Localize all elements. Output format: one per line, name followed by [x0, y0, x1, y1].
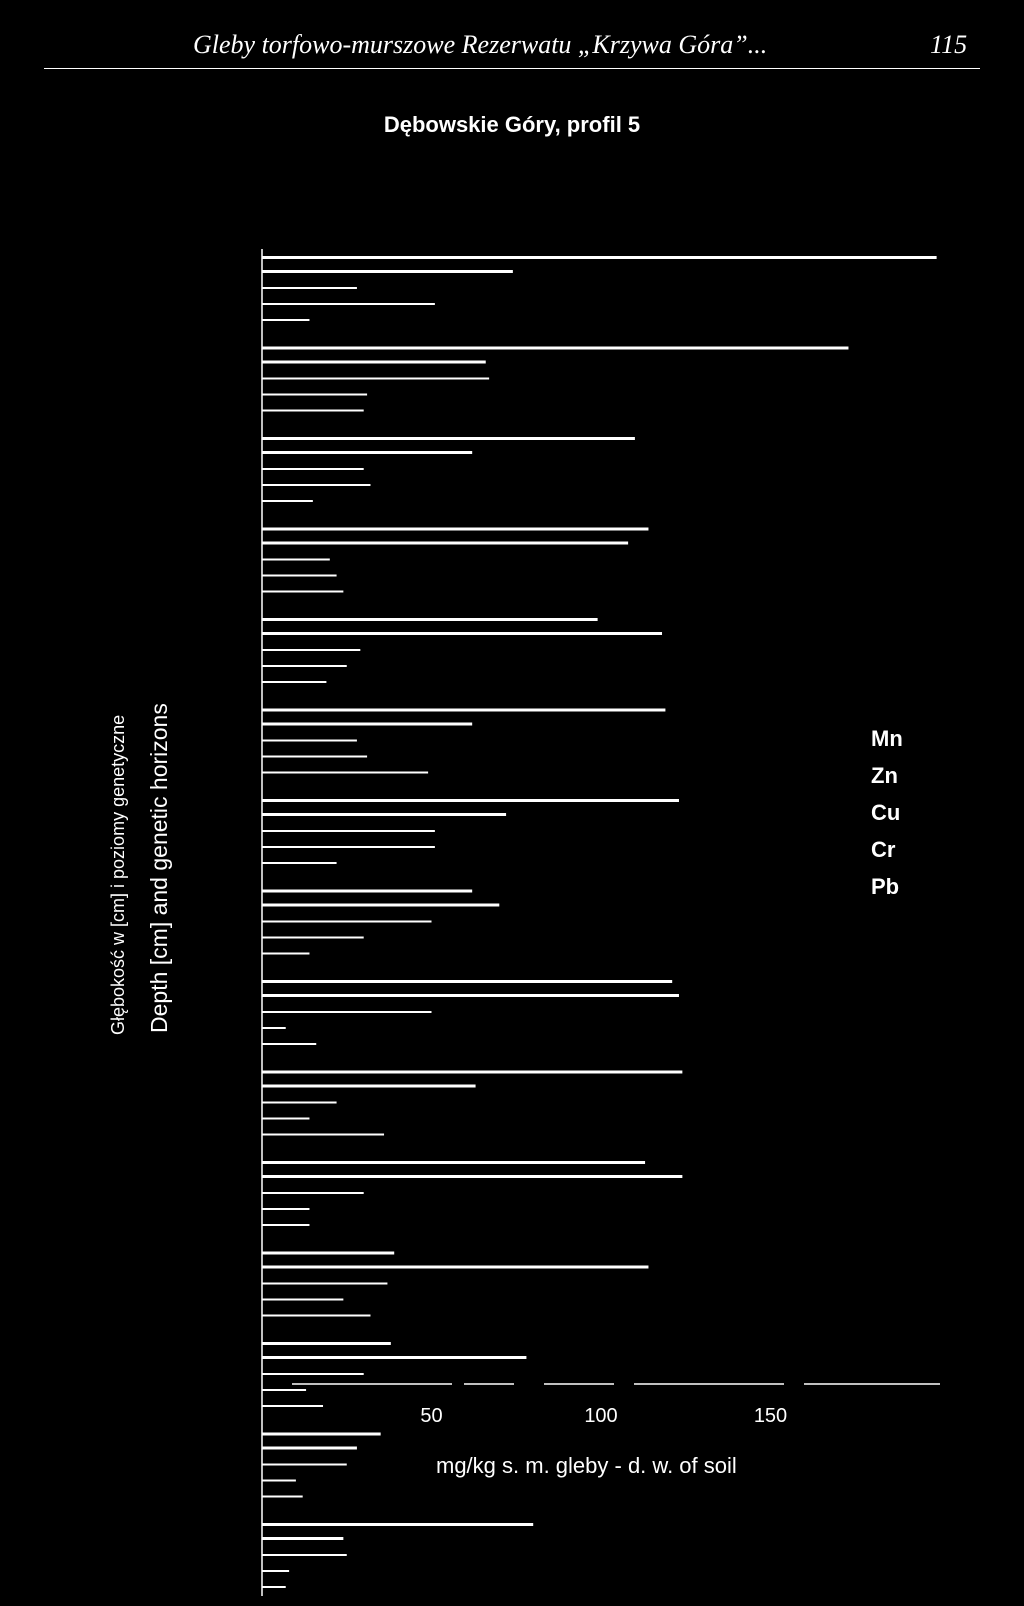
chart-title: Dębowskie Góry, profil 5 — [383, 112, 641, 137]
bar-pb-14 — [262, 1496, 303, 1498]
bar-cu-3 — [262, 468, 364, 470]
bar-mn-11 — [262, 1161, 645, 1164]
bar-mn-5 — [262, 618, 598, 621]
bar-cu-5 — [262, 649, 360, 651]
bar-pb-15 — [262, 1586, 286, 1588]
bar-pb-5 — [262, 681, 326, 683]
bar-zn-5 — [262, 632, 662, 635]
bar-zn-6 — [262, 723, 472, 726]
bar-mn-9 — [262, 980, 672, 983]
bar-cr-1 — [262, 303, 435, 305]
legend-item-pb: Pb — [871, 874, 900, 899]
x-tick-label-100: 100 — [584, 1405, 618, 1427]
y-axis-label-english: Depth [cm] and genetic horizons — [146, 703, 172, 1033]
bar-cu-7 — [262, 830, 435, 832]
x-tick-label-150: 150 — [753, 1405, 788, 1427]
bar-cr-9 — [262, 1027, 286, 1029]
legend — [871, 720, 903, 905]
bar-pb-12 — [262, 1315, 370, 1317]
bar-pb-6 — [262, 772, 428, 774]
x-axis-label: mg/kg s. m. gleby - d. w. of soil — [436, 1453, 737, 1478]
bar-zn-1 — [262, 270, 513, 273]
bar-cu-10 — [262, 1102, 337, 1104]
page-number: 115 — [930, 30, 968, 59]
y-axis-label-polish: Głębokość w [cm] i poziomy genetyczne — [108, 714, 128, 1035]
bar-zn-15 — [262, 1537, 343, 1540]
bar-cr-11 — [262, 1208, 309, 1210]
bar-pb-11 — [262, 1224, 309, 1226]
bar-cu-8 — [262, 921, 432, 923]
bar-zn-12 — [262, 1266, 648, 1269]
bar-mn-10 — [262, 1071, 682, 1074]
bar-cr-6 — [262, 756, 367, 758]
bar-mn-15 — [262, 1523, 533, 1526]
bar-zn-11 — [262, 1175, 682, 1178]
running-head: Gleby torfowo-murszowe Rezerwatu „Krzywa Góra”... — [193, 30, 768, 59]
bar-zn-8 — [262, 904, 499, 907]
bar-pb-4 — [262, 591, 343, 593]
bar-pb-10 — [262, 1134, 384, 1136]
x-tick-label-50: 50 — [420, 1405, 443, 1427]
bar-cr-10 — [262, 1118, 309, 1120]
bar-zn-9 — [262, 994, 679, 997]
bar-mn-14 — [262, 1433, 381, 1436]
bar-mn-12 — [262, 1252, 394, 1255]
bar-cr-15 — [262, 1570, 289, 1572]
bar-mn-3 — [262, 437, 635, 440]
bar-cr-4 — [262, 575, 337, 577]
bar-zn-3 — [262, 451, 472, 454]
bar-zn-14 — [262, 1447, 357, 1450]
bar-mn-6 — [262, 709, 665, 712]
bar-cu-13 — [262, 1373, 364, 1375]
bar-cu-4 — [262, 559, 330, 561]
bar-zn-4 — [262, 542, 628, 545]
legend-item-cu: Cu — [871, 800, 901, 825]
bar-pb-9 — [262, 1043, 316, 1045]
bar-mn-7 — [262, 799, 679, 802]
bar-cu-15 — [262, 1554, 347, 1556]
bar-pb-2 — [262, 410, 364, 412]
bar-cu-9 — [262, 1011, 432, 1013]
bar-cr-5 — [262, 665, 347, 667]
bar-pb-8 — [262, 953, 309, 955]
bar-cu-1 — [262, 287, 357, 289]
bar-cu-14 — [262, 1464, 347, 1466]
bar-mn-8 — [262, 890, 472, 893]
bar-cu-12 — [262, 1283, 387, 1285]
bar-cr-7 — [262, 846, 435, 848]
bar-cr-12 — [262, 1299, 343, 1301]
bar-cu-2 — [262, 378, 489, 380]
bar-mn-1 — [262, 256, 937, 259]
bar-zn-2 — [262, 361, 486, 364]
bar-zn-7 — [262, 813, 506, 816]
bar-cu-11 — [262, 1192, 364, 1194]
bar-mn-2 — [262, 347, 848, 350]
bar-pb-7 — [262, 862, 337, 864]
bar-cr-2 — [262, 394, 367, 396]
bar-zn-10 — [262, 1085, 476, 1088]
bar-pb-1 — [262, 319, 309, 321]
bar-cr-13 — [262, 1389, 306, 1391]
bar-mn-13 — [262, 1342, 391, 1345]
bar-mn-4 — [262, 528, 648, 531]
legend-item-zn: Zn — [871, 763, 898, 788]
bar-pb-13 — [262, 1405, 323, 1407]
bar-pb-3 — [262, 500, 313, 502]
legend-item-cr: Cr — [871, 837, 896, 862]
bar-cr-14 — [262, 1480, 296, 1482]
bar-cu-6 — [262, 740, 357, 742]
bar-zn-13 — [262, 1356, 526, 1359]
bar-cr-3 — [262, 484, 370, 486]
bar-cr-8 — [262, 937, 364, 939]
legend-item-mn: Mn — [871, 726, 903, 751]
